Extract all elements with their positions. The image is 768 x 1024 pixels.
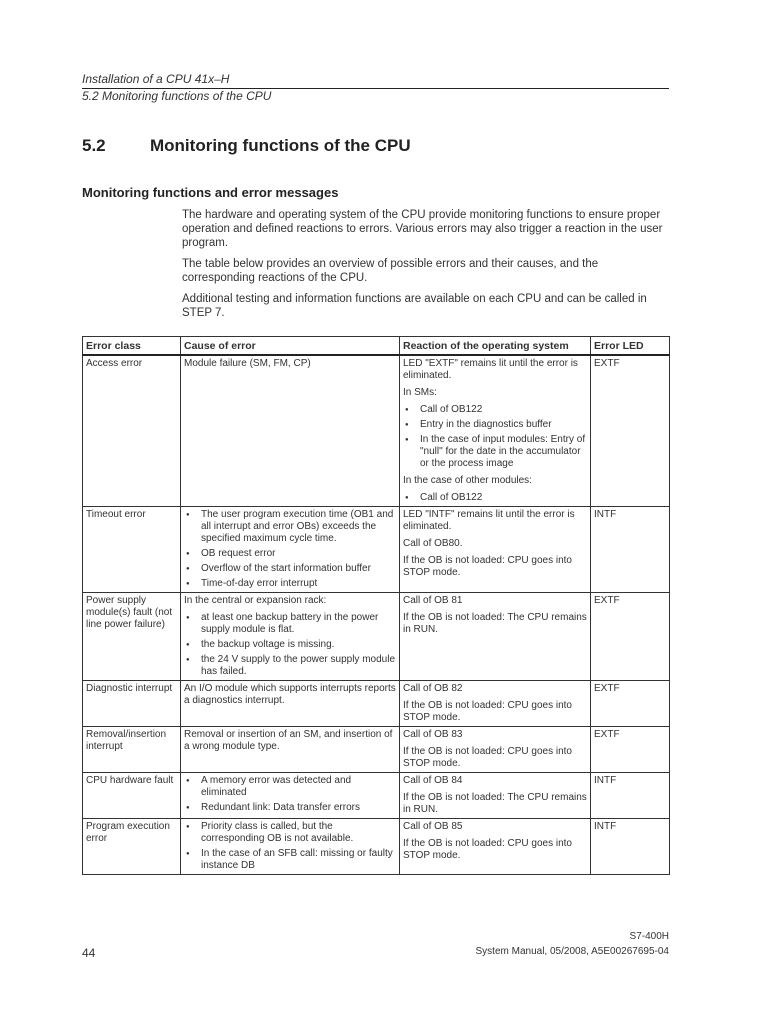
cause-list [184, 821, 396, 872]
table-row [83, 507, 670, 593]
reaction-cell [400, 819, 591, 875]
reaction-text: If the OB is not loaded: CPU goes into STOP mode. [403, 838, 572, 861]
list-item: ● at least one backup battery in the power supply module is flat. [184, 612, 396, 636]
reaction-text: If the OB is not loaded: CPU goes into STOP mode. [403, 746, 572, 769]
error-class-cell: Diagnostic interrupt [83, 681, 181, 727]
list-item: ● Time-of-day error interrupt [184, 578, 396, 590]
error-led-cell: INTF [591, 507, 670, 593]
list-item: ● In the case of input modules: Entry of "null" for the date in the accumulator or the process image [403, 434, 587, 470]
list-item: ● Entry in the diagnostics buffer [403, 419, 587, 431]
running-header-chapter: Installation of a CPU 41x–H [82, 72, 230, 86]
error-class-cell: Program execution error [83, 819, 181, 875]
col-header-reaction: Reaction of the operating system [400, 337, 591, 356]
list-item: ● Priority class is called, but the corresponding OB is not available. [184, 821, 396, 845]
error-class-cell: Timeout error [83, 507, 181, 593]
reaction-text: Call of OB 84 [403, 775, 463, 786]
table-row [83, 593, 670, 681]
reaction-text: Call of OB 82 [403, 683, 463, 694]
list-item: ● the backup voltage is missing. [184, 639, 396, 651]
table-row [83, 819, 670, 875]
list-item: ● The user program execution time (OB1 and all interrupt and error OBs) exceeds the specified maximum cycle time. [184, 509, 396, 545]
reaction-text: Call of OB 83 [403, 729, 463, 740]
list-item: ● Redundant link: Data transfer errors [184, 802, 396, 814]
error-led-cell: EXTF [591, 727, 670, 773]
table-row [83, 773, 670, 819]
reaction-cell [400, 727, 591, 773]
reaction-text: LED "INTF" remains lit until the error is eliminated. [403, 509, 575, 532]
footer-product: S7-400H [629, 931, 669, 942]
error-led-cell: INTF [591, 773, 670, 819]
reaction-cell [400, 355, 591, 507]
footer-manual-info: System Manual, 05/2008, A5E00267695-04 [475, 946, 669, 957]
reaction-text: Call of OB 85 [403, 821, 463, 832]
error-table [82, 336, 670, 875]
list-item: ● Overflow of the start information buffer [184, 563, 396, 575]
error-class-cell: Removal/insertion interrupt [83, 727, 181, 773]
reaction-text: Call of OB80. [403, 538, 463, 549]
intro-paragraph-2: The table below provides an overview of possible errors and their causes, and the corresponding reactions of the CPU. [182, 258, 599, 284]
subheading: Monitoring functions and error messages [82, 185, 339, 200]
cause-cell [181, 681, 400, 727]
error-led-cell: EXTF [591, 681, 670, 727]
reaction-cell [400, 773, 591, 819]
section-title: Monitoring functions of the CPU [150, 136, 411, 155]
col-header-error-class: Error class [83, 337, 181, 356]
col-header-cause: Cause of error [181, 337, 400, 356]
list-item: ● the 24 V supply to the power supply module has failed. [184, 654, 396, 678]
reaction-cell [400, 681, 591, 727]
cause-text: Module failure (SM, FM, CP) [184, 358, 311, 369]
error-led-cell: INTF [591, 819, 670, 875]
reaction-list [403, 404, 587, 470]
error-class-cell: CPU hardware fault [83, 773, 181, 819]
cause-cell [181, 819, 400, 875]
reaction-list [403, 492, 587, 504]
intro-paragraph-3: Additional testing and information functions are available on each CPU and can be called in STEP 7. [182, 293, 647, 319]
list-item: ● Call of OB122 [403, 492, 587, 504]
col-header-error-led: Error LED [591, 337, 670, 356]
cause-cell [181, 593, 400, 681]
table-header-row [83, 337, 670, 356]
cause-text: Removal or insertion of an SM, and insertion of a wrong module type. [184, 729, 393, 752]
reaction-cell [400, 593, 591, 681]
intro-paragraph-1: The hardware and operating system of the CPU provide monitoring functions to ensure proper operation and defined reactions to errors. Various errors may also trigger a reaction in the user program. [182, 209, 663, 249]
table-row [83, 727, 670, 773]
reaction-cell [400, 507, 591, 593]
running-header-section: 5.2 Monitoring functions of the CPU [82, 89, 272, 103]
cause-cell [181, 507, 400, 593]
cause-text: An I/O module which supports interrupts reports a diagnostics interrupt. [184, 683, 396, 706]
reaction-text: If the OB is not loaded: CPU goes into STOP mode. [403, 555, 572, 578]
reaction-text: If the OB is not loaded: The CPU remains in RUN. [403, 792, 587, 815]
table-row [83, 681, 670, 727]
list-item: ● A memory error was detected and eliminated [184, 775, 396, 799]
cause-list [184, 509, 396, 590]
error-class-cell: Access error [83, 355, 181, 507]
cause-cell [181, 773, 400, 819]
reaction-text: LED "EXTF" remains lit until the error is eliminated. [403, 358, 578, 381]
table-row [83, 355, 670, 507]
cause-list [184, 612, 396, 678]
page-number: 44 [82, 946, 96, 960]
cause-text: In the central or expansion rack: [184, 595, 327, 606]
reaction-text: In SMs: [403, 387, 437, 398]
error-class-cell: Power supply module(s) fault (not line power failure) [83, 593, 181, 681]
cause-list [184, 775, 396, 814]
reaction-text: If the OB is not loaded: CPU goes into STOP mode. [403, 700, 572, 723]
section-number: 5.2 [82, 136, 106, 155]
reaction-text: In the case of other modules: [403, 475, 532, 486]
reaction-text: If the OB is not loaded: The CPU remains in RUN. [403, 612, 587, 635]
cause-cell [181, 355, 400, 507]
error-led-cell: EXTF [591, 355, 670, 507]
reaction-text: Call of OB 81 [403, 595, 463, 606]
list-item: ● Call of OB122 [403, 404, 587, 416]
list-item: ● OB request error [184, 548, 396, 560]
cause-cell [181, 727, 400, 773]
error-led-cell: EXTF [591, 593, 670, 681]
list-item: ● In the case of an SFB call: missing or faulty instance DB [184, 848, 396, 872]
